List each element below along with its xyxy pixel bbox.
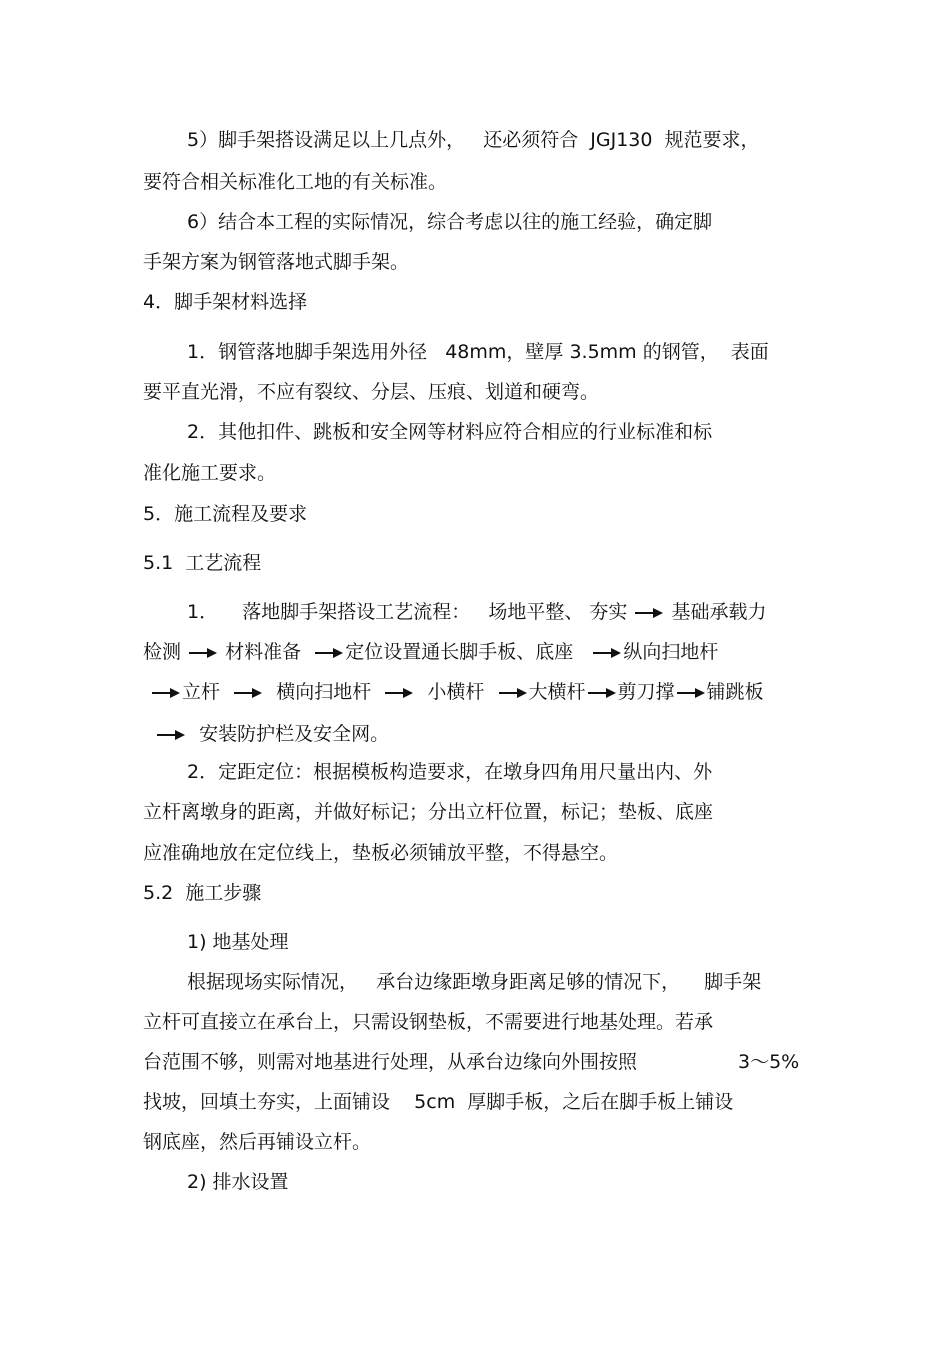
text-line: 3～5% [738, 1051, 800, 1073]
arrow-right-icon [385, 688, 413, 698]
arrow-right-icon [593, 648, 621, 658]
flow-step: 小横杆 [427, 681, 485, 703]
subsection-heading: 5.1 工艺流程 [143, 552, 262, 574]
flow-step: 1． 落地脚手架搭设工艺流程： 场地平整、 夯实 [187, 601, 628, 623]
text-line: 应准确地放在定位线上，垫板必须铺放平整，不得悬空。 [143, 842, 619, 864]
arrow-right-icon [677, 688, 705, 698]
arrow-right-icon [635, 608, 663, 618]
text-line: 要符合相关标准化工地的有关标准。 [143, 171, 448, 193]
text-line: 台范围不够，则需对地基进行处理，从承台边缘向外围按照 [143, 1051, 638, 1073]
flow-step: 铺跳板 [706, 681, 764, 703]
text-line: 要平直光滑，不应有裂纹、分层、压痕、划道和硬弯。 [143, 381, 600, 403]
flow-step: 大横杆 [528, 681, 586, 703]
flow-step: 立杆 [182, 681, 221, 703]
arrow-right-icon [588, 688, 616, 698]
text-line: 1．钢管落地脚手架选用外径 48mm，壁厚 3.5mm 的钢管， 表面 [187, 341, 769, 363]
arrow-right-icon [234, 688, 262, 698]
flow-line [187, 600, 767, 624]
flow-step: 材料准备 [225, 641, 302, 663]
text-line: 准化施工要求。 [143, 462, 277, 484]
flow-step: 安装防护栏及安全网。 [199, 723, 390, 745]
text-line: 5）脚手架搭设满足以上几点外， 还必须符合 JGJ130 规范要求， [187, 129, 760, 151]
text-line: 根据现场实际情况， 承台边缘距墩身距离足够的情况下， 脚手架 [187, 971, 762, 993]
flow-line [143, 640, 718, 664]
flow-step: 横向扫地杆 [276, 681, 372, 703]
flow-step: 检测 [143, 641, 182, 663]
text-line: 找坡，回填土夯实，上面铺设 5cm 厚脚手板，之后在脚手板上铺设 [143, 1091, 734, 1113]
flow-step: 纵向扫地杆 [623, 641, 719, 663]
text-line: 6）结合本工程的实际情况，综合考虑以往的施工经验，确定脚 [187, 211, 713, 233]
subsection-heading: 5.2 施工步骤 [143, 882, 262, 904]
flow-line [150, 680, 764, 704]
text-line: 钢底座，然后再铺设立杆。 [143, 1131, 372, 1153]
step-heading: 2) 排水设置 [187, 1171, 289, 1193]
arrow-right-icon [189, 648, 217, 658]
step-heading: 1) 地基处理 [187, 931, 289, 953]
flow-line [155, 722, 389, 746]
text-line: 立杆离墩身的距离，并做好标记；分出立杆位置，标记；垫板、底座 [143, 801, 714, 823]
section-heading: 5．施工流程及要求 [143, 503, 308, 525]
arrow-right-icon [152, 688, 180, 698]
text-line: 立杆可直接立在承台上，只需设钢垫板，不需要进行地基处理。若承 [143, 1011, 714, 1033]
flow-step: 基础承载力 [671, 601, 767, 623]
arrow-right-icon [499, 688, 527, 698]
text-line: 2．定距定位：根据模板构造要求，在墩身四角用尺量出内、外 [187, 761, 713, 783]
flow-step: 剪刀撑 [617, 681, 675, 703]
text-line: 手架方案为钢管落地式脚手架。 [143, 251, 410, 273]
text-line: 2．其他扣件、跳板和安全网等材料应符合相应的行业标准和标 [187, 421, 713, 443]
arrow-right-icon [315, 648, 343, 658]
arrow-right-icon [157, 730, 185, 740]
flow-step: 定位设置通长脚手板、底座 [345, 641, 574, 663]
section-heading: 4．脚手架材料选择 [143, 291, 308, 313]
